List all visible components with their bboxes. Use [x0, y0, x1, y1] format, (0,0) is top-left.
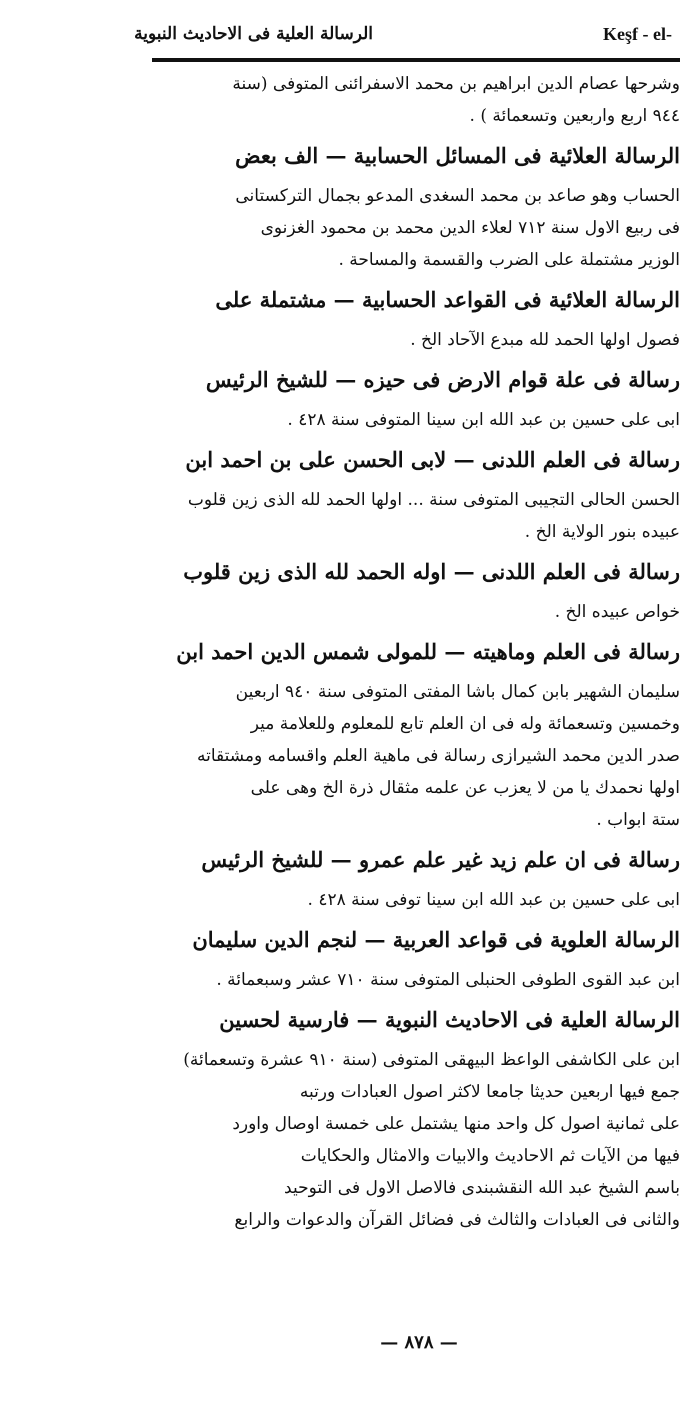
header-rule [152, 58, 680, 62]
text-line: ابن عبد القوى الطوفى الحنبلى المتوفى سنة ٧١٠ عشر وسبعمائة . [216, 970, 680, 990]
entry-heading: الرسالة العلوية فى قواعد العربية — لنجم الدين سليمان [192, 927, 680, 952]
text-line: فيها من الآيات ثم الاحاديث والابيات والامثال والحكايات [300, 1146, 680, 1166]
text-line: الحسن الحالى التجيبى المتوفى سنة ... اولها الحمد لله الذى زين قلوب [187, 490, 680, 510]
text-line: باسم الشيخ عبد الله النقشبندى فالاصل الاول فى التوحيد [284, 1178, 680, 1198]
text-line: والثانى فى العبادات والثالث فى فضائل القرآن والدعوات والرابع [234, 1210, 680, 1230]
text-line: سليمان الشهير بابن كمال باشا المفتى المتوفى سنة ٩٤٠ اربعين [235, 682, 680, 702]
text-line: وخمسين وتسعمائة وله فى ان العلم تابع للمعلوم وللعلامة مير [250, 714, 680, 734]
text-line: ستة ابواب . [596, 810, 680, 830]
entry-heading: الرسالة العلائية فى المسائل الحسابية — الف بعض [235, 143, 680, 168]
body-text [158, 68, 680, 1236]
text-line: الوزير مشتملة على الضرب والقسمة والمساحة . [338, 250, 680, 270]
text-line: على ثمانية اصول كل واحد منها يشتمل على خمسة اوصال واورد [232, 1114, 680, 1134]
text-line: عبيده بنور الولاية الخ . [524, 522, 680, 542]
text-line: فصول اولها الحمد لله مبدع الآحاد الخ . [410, 330, 680, 350]
text-line: صدر الدين محمد الشيرازى رسالة فى ماهية العلم واقسامه ومشتقاته [197, 746, 680, 766]
text-line: ابن على الكاشفى الواعظ البيهقى المتوفى (سنة ٩١٠ عشرة وتسعمائة) [183, 1050, 680, 1070]
running-title: الرسالة العلية فى الاحاديث النبوية [134, 24, 373, 44]
text-line: فى ربيع الاول سنة ٧١٢ لعلاء الدين محمد بن محمود الغزنوى [260, 218, 680, 238]
entry-heading: رسالة فى ان علم زيد غير علم عمرو — للشيخ الرئيس [201, 847, 680, 872]
entry-heading: رسالة فى علة قوام الارض فى حيزه — للشيخ الرئيس [205, 367, 680, 392]
entry-heading: الرسالة العلية فى الاحاديث النبوية — فارسية لحسين [219, 1007, 680, 1032]
text-line: ابى على حسين بن عبد الله ابن سينا توفى سنة ٤٢٨ . [307, 890, 680, 910]
page-number: — ٨٧٨ — [380, 1332, 458, 1353]
running-head: Keşf - el- [603, 24, 672, 44]
text-line: وشرحها عصام الدين ابراهيم بن محمد الاسفرائنى المتوفى (سنة [232, 74, 680, 94]
text-line: ابى على حسين بن عبد الله ابن سينا المتوفى سنة ٤٢٨ . [287, 410, 680, 430]
entry-heading: رسالة فى العلم وماهيته — للمولى شمس الدين احمد ابن [176, 639, 680, 664]
text-line: الحساب وهو صاعد بن محمد السغدى المدعو بجمال التركستانى [235, 186, 680, 206]
text-line: جمع فيها اربعين حديثا جامعا لاكثر اصول العبادات ورتبه [299, 1082, 680, 1102]
text-line: اولها نحمدك يا من لا يعزب عن علمه مثقال ذرة الخ وهى على [250, 778, 680, 798]
entry-heading: رسالة فى العلم اللدنى — لابى الحسن على بن احمد ابن [185, 447, 680, 472]
text-line: ٩٤٤ اربع واربعين وتسعمائة ) . [469, 106, 680, 126]
text-line: خواص عبيده الخ . [554, 602, 680, 622]
entry-heading: الرسالة العلائية فى القواعد الحسابية — مشتملة على [215, 287, 680, 312]
page-header [134, 14, 678, 60]
entry-heading: رسالة فى العلم اللدنى — اوله الحمد لله الذى زين قلوب [183, 559, 680, 584]
